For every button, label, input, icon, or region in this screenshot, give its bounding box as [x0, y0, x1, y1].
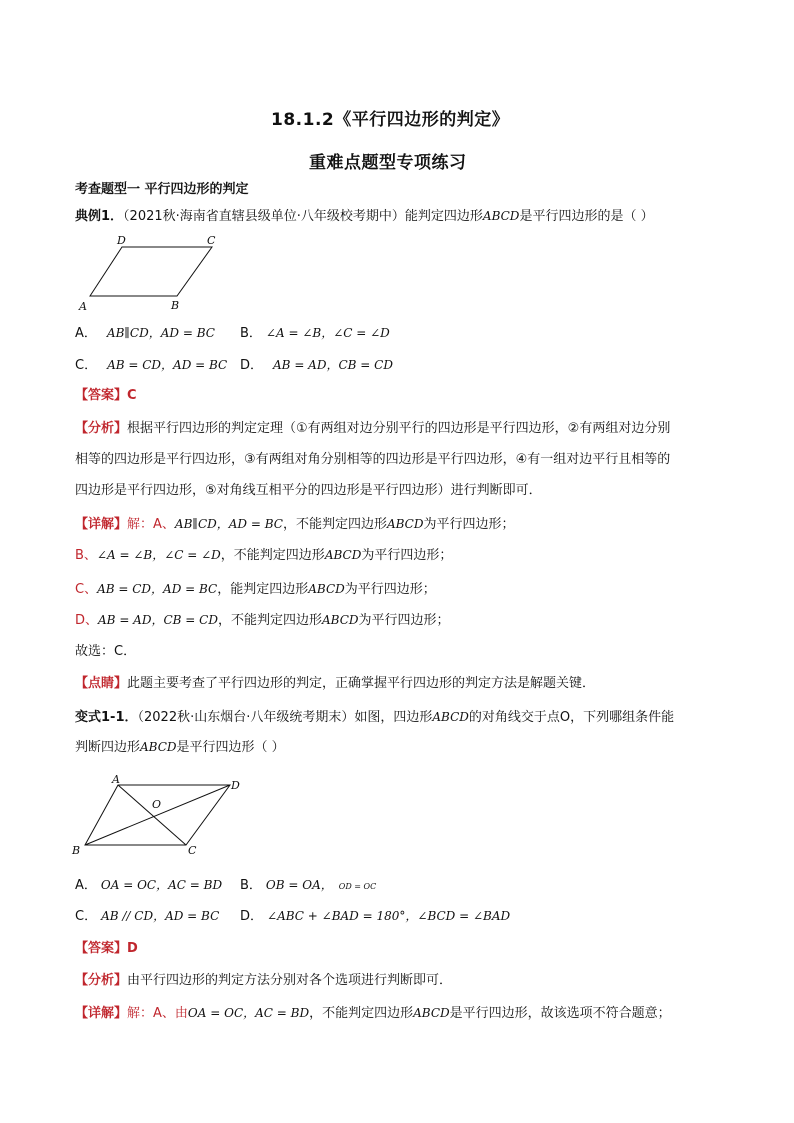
option-b-math: OB = OA， [265, 878, 333, 892]
comment-text: 此题主要考查了平行四边形的判定，正确掌握平行四边形的判定方法是解题关键． [127, 676, 596, 691]
option-b-letter: B． [240, 326, 262, 341]
detail-b-math: ∠A = ∠B，∠C = ∠D [96, 548, 221, 562]
detail-d-math2: ABCD [321, 613, 359, 627]
variant1-option-d [240, 907, 510, 926]
label-C: C [207, 234, 216, 247]
answer-tag: 【答案】 [75, 941, 128, 956]
example1-option-d [240, 356, 393, 375]
example1-option-c [75, 356, 227, 375]
example1-detail-a [75, 515, 515, 534]
document-subtitle: 重难点题型专项练习 [309, 153, 467, 173]
option-b-small: OD = OC [338, 882, 377, 891]
comment-tag: 【点睛】 [75, 676, 128, 691]
label-A: A [79, 300, 87, 313]
variant1-source: （2022秋·山东烟台·八年级统考期末） [137, 710, 355, 725]
detail-post: ，不能判定四边形 [309, 1006, 414, 1021]
option-a-letter: A． [75, 878, 97, 893]
example1-option-b [240, 324, 390, 343]
option-d-letter: D． [240, 909, 264, 924]
option-d-math: ∠ABC + ∠BAD = 180°，∠BCD = ∠BAD [267, 909, 511, 923]
option-a-math: AB∥CD，AD = BC [106, 326, 215, 340]
label-D: D [117, 234, 126, 247]
analysis-tag: 【分析】 [75, 973, 128, 988]
variant1-stem-math2: ABCD [140, 740, 177, 754]
option-a-math: OA = OC，AC = BD [100, 878, 223, 892]
detail-c-math: AB = CD，AD = BC [97, 582, 218, 596]
parallelogram-figure-1 [75, 233, 245, 313]
option-d-math: AB = AD，CB = CD [273, 358, 393, 372]
detail-d-pre: D、 [75, 613, 99, 628]
parallelogram-figure-2 [68, 772, 248, 862]
example1-analysis-line3: 四边形是平行四边形，⑤对角线互相平分的四边形是平行四边形）进行判断即可． [75, 483, 542, 498]
analysis-tag: 【分析】 [75, 421, 128, 436]
example1-analysis-line1 [75, 420, 670, 438]
variant1-option-b [240, 876, 376, 896]
analysis-text-1: 根据平行四边形的判定定理（①有两组对边分别平行的四边形是平行四边形，②有两组对边分别 [127, 421, 671, 436]
detail-a-post: ，不能判定四边形 [282, 517, 387, 532]
example1-comment [75, 675, 595, 693]
variant1-option-a [75, 876, 222, 895]
option-c-math: AB = CD，AD = BC [107, 358, 228, 372]
detail-c-post: ，能判定四边形 [217, 582, 309, 597]
label-A: A [112, 773, 120, 786]
variant1-stem-d: 是平行四边形（ ） [176, 740, 285, 755]
example1-stem-text: 能判定四边形 [404, 209, 483, 224]
variant1-label: 变式1-1． [75, 710, 138, 725]
option-b-letter: B． [240, 878, 262, 893]
detail-d-math: AB = AD，CB = CD [98, 613, 218, 627]
detail-d-post: ，不能判定四边形 [217, 613, 322, 628]
label-D: D [231, 779, 240, 792]
option-c-letter: C． [75, 909, 98, 924]
detail-tag: 【详解】 [75, 1006, 128, 1021]
detail-b-post: ，不能判定四边形 [220, 548, 325, 563]
detail-math: OA = OC，AC = BD [187, 1006, 310, 1020]
answer-value: C [127, 388, 137, 403]
variant1-stem-math: ABCD [432, 710, 469, 724]
option-b-math: ∠A = ∠B，∠C = ∠D [265, 326, 390, 340]
answer-value: D [127, 941, 138, 956]
option-c-letter: C． [75, 358, 98, 373]
variant1-option-c [75, 907, 219, 926]
detail-end: 是平行四边形，故该选项不符合题意； [449, 1006, 671, 1021]
detail-math2: ABCD [413, 1006, 450, 1020]
example1-stem [75, 207, 654, 226]
analysis-text: 由平行四边形的判定方法分别对各个选项进行判断即可． [127, 973, 453, 988]
detail-b-end: 为平行四边形； [361, 548, 453, 563]
example1-answer [75, 387, 137, 405]
detail-a-math2: ABCD [386, 517, 424, 531]
detail-c-math2: ABCD [308, 582, 345, 596]
option-c-math: AB // CD，AD = BC [101, 909, 220, 923]
variant1-stem-b: 的对角线交于点O，下列哪组条件能 [468, 710, 675, 725]
example1-detail-c [75, 580, 436, 599]
option-a-letter: A． [75, 326, 97, 341]
example1-label: 典例1． [75, 209, 124, 224]
detail-d-end: 为平行四边形； [358, 613, 450, 628]
variant1-stem-a: 如图，四边形 [354, 710, 433, 725]
detail-pre: 解：A、由 [127, 1006, 188, 1021]
label-C: C [188, 844, 197, 857]
option-d-letter: D． [240, 358, 264, 373]
detail-b-pre: B、 [75, 548, 97, 563]
label-B: B [171, 299, 180, 312]
variant1-analysis [75, 972, 452, 990]
example1-option-a [75, 324, 215, 343]
detail-a-math: AB∥CD，AD = BC [174, 517, 283, 531]
label-B: B [72, 844, 81, 857]
example1-detail-b [75, 546, 452, 565]
detail-c-end: 为平行四边形； [344, 582, 436, 597]
example1-analysis-line2: 相等的四边形是平行四边形，③有两组对角分别相等的四边形是平行四边形，④有一组对边平行且相等的 [75, 452, 671, 467]
document-title: 18.1.2《平行四边形的判定》 [271, 110, 510, 130]
variant1-detail [75, 1004, 671, 1023]
detail-b-math2: ABCD [324, 548, 362, 562]
detail-tag: 【详解】 [75, 517, 128, 532]
label-O: O [152, 798, 162, 811]
variant1-stem-line1 [75, 708, 674, 727]
variant1-stem-c: 判断四边形 [75, 740, 141, 755]
variant1-stem-line2 [75, 738, 285, 757]
detail-a-pre: 解：A、 [127, 517, 175, 532]
answer-tag: 【答案】 [75, 388, 128, 403]
example1-choose: 故选：C． [75, 644, 137, 659]
example1-stem-end: 是平行四边形的是（ ） [519, 209, 654, 224]
variant1-answer [75, 940, 138, 958]
example1-stem-math: ABCD [482, 209, 520, 223]
example1-source: （2021秋·海南省直辖县级单位·八年级校考期中） [123, 209, 405, 224]
example1-detail-d [75, 611, 450, 630]
detail-a-end: 为平行四边形； [423, 517, 515, 532]
detail-c-pre: C、 [75, 582, 98, 597]
section-heading: 考查题型一 平行四边形的判定 [75, 182, 249, 197]
